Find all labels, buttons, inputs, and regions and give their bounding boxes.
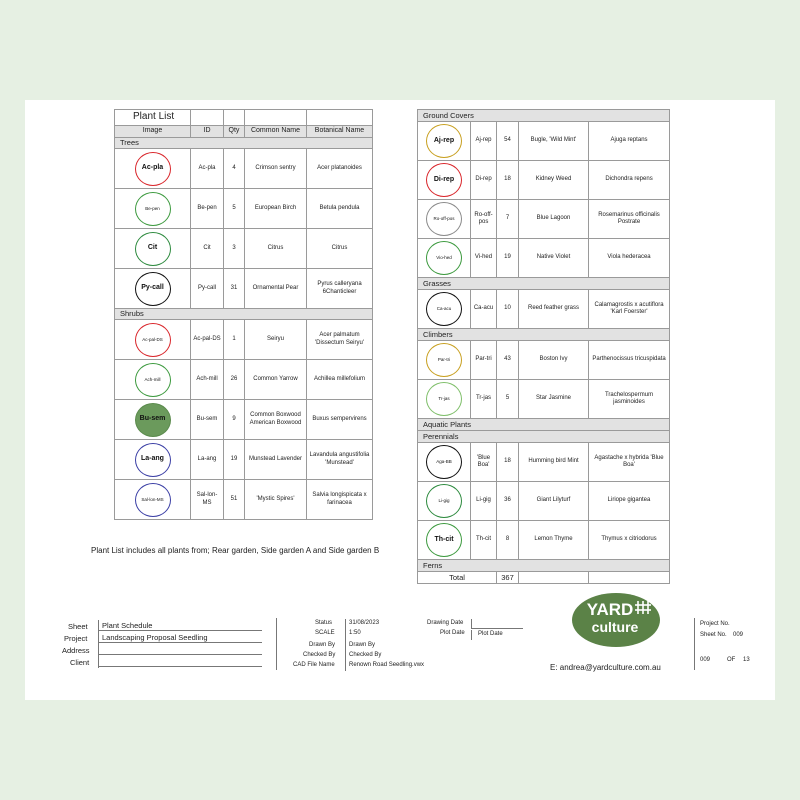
plant-common-name: Humming bird Mint bbox=[519, 443, 589, 482]
plant-list-note: Plant List includes all plants from; Rear garden, Side garden A and Side garden B bbox=[91, 546, 380, 555]
table-row bbox=[115, 149, 373, 189]
col-header-botanical-name: Botanical Name bbox=[307, 126, 373, 138]
plant-symbol-icon: Aga-BB bbox=[426, 445, 462, 479]
plant-symbol-icon: Tr-jas bbox=[426, 382, 462, 416]
plant-botanical-name: Agastache x hybrida 'Blue Boa' bbox=[589, 443, 670, 482]
table-row bbox=[115, 480, 373, 520]
plant-qty: 8 bbox=[497, 521, 519, 560]
plant-common-name: Citrus bbox=[245, 229, 307, 269]
plant-id: Li-gig bbox=[471, 482, 497, 521]
plant-image-cell bbox=[418, 161, 471, 200]
table-row bbox=[115, 360, 373, 400]
plant-image-cell bbox=[115, 400, 191, 440]
plant-list-table bbox=[114, 109, 373, 520]
cad-file-value: Renown Road Seedling.vwx bbox=[349, 662, 425, 668]
plant-botanical-name: Acer palmatum 'Dissectum Seiryu' bbox=[307, 320, 373, 360]
total-row bbox=[418, 572, 670, 584]
scale-value: 1:50 bbox=[349, 630, 361, 636]
plant-image-cell bbox=[418, 239, 471, 278]
plant-common-name: Munstead Lavender bbox=[245, 440, 307, 480]
page-total: 13 bbox=[743, 657, 750, 663]
plant-botanical-name: Viola hederacea bbox=[589, 239, 670, 278]
yard-culture-logo bbox=[568, 590, 668, 652]
table-row bbox=[115, 320, 373, 360]
plant-id: Vi-hed bbox=[471, 239, 497, 278]
plant-common-name: Bugle, 'Wild Mint' bbox=[519, 122, 589, 161]
plant-symbol-icon: Vio-hed bbox=[426, 241, 462, 275]
plant-id: Aj-rep bbox=[471, 122, 497, 161]
plant-botanical-name: Calamagrostis x acutiflora 'Karl Foerster' bbox=[589, 290, 670, 329]
total-qty: 367 bbox=[497, 572, 519, 584]
logo-text-top: YARD bbox=[586, 600, 634, 619]
plant-symbol-icon: La-ang bbox=[135, 443, 171, 477]
project-no-label: Project No. bbox=[700, 621, 730, 627]
title-block-divider bbox=[471, 630, 472, 640]
table-row bbox=[418, 380, 670, 419]
plant-id: Th-cit bbox=[471, 521, 497, 560]
plant-symbol-icon: Be-pen bbox=[135, 192, 171, 226]
checked-by-value: Checked By bbox=[349, 652, 382, 658]
checked-by-label: Checked By bbox=[303, 652, 336, 658]
plant-image-cell bbox=[418, 482, 471, 521]
plant-list-table-continued bbox=[417, 109, 670, 584]
table-row bbox=[418, 200, 670, 239]
plant-symbol-icon: Ro-off-pos bbox=[426, 202, 462, 236]
plant-qty: 5 bbox=[224, 189, 245, 229]
plant-symbol-icon: Di-rep bbox=[426, 163, 462, 197]
client-label: Client bbox=[70, 658, 90, 667]
plant-botanical-name: Acer platanoides bbox=[307, 149, 373, 189]
plant-botanical-name: Buxus sempervirens bbox=[307, 400, 373, 440]
plant-symbol-icon: Ac-pal-DS bbox=[135, 323, 171, 357]
plant-common-name: 'Mystic Spires' bbox=[245, 480, 307, 520]
plant-id: La-ang bbox=[191, 440, 224, 480]
plant-symbol-icon: Sal-lon-MS bbox=[135, 483, 171, 517]
plant-id: Di-rep bbox=[471, 161, 497, 200]
plant-id: Ac-pal-DS bbox=[191, 320, 224, 360]
plant-botanical-name: Liriope gigantea bbox=[589, 482, 670, 521]
plant-image-cell bbox=[418, 341, 471, 380]
col-header-id: ID bbox=[191, 126, 224, 138]
plant-image-cell bbox=[115, 480, 191, 520]
table-row bbox=[418, 521, 670, 560]
plant-qty: 19 bbox=[224, 440, 245, 480]
table-row bbox=[418, 443, 670, 482]
plant-common-name: Star Jasmine bbox=[519, 380, 589, 419]
plant-symbol-icon: Py-call bbox=[135, 272, 171, 306]
plant-id: Ca-acu bbox=[471, 290, 497, 329]
plant-image-cell bbox=[418, 200, 471, 239]
table-row bbox=[418, 482, 670, 521]
table-row bbox=[418, 122, 670, 161]
plant-image-cell bbox=[115, 149, 191, 189]
plant-image-cell bbox=[418, 380, 471, 419]
plant-qty: 51 bbox=[224, 480, 245, 520]
plant-qty: 3 bbox=[224, 229, 245, 269]
table-row bbox=[115, 189, 373, 229]
sheet-value: Plant Schedule bbox=[98, 621, 262, 631]
plant-symbol-icon: Th-cit bbox=[426, 523, 462, 557]
plant-botanical-name: Thymus x citriodorus bbox=[589, 521, 670, 560]
page-of: OF bbox=[727, 657, 736, 663]
plant-botanical-name: Betula pendula bbox=[307, 189, 373, 229]
section-row bbox=[418, 329, 670, 341]
total-label: Total bbox=[418, 572, 497, 584]
section-row bbox=[418, 419, 670, 431]
title-block-divider bbox=[345, 619, 346, 671]
plant-common-name: Giant Lilyturf bbox=[519, 482, 589, 521]
plant-common-name: Common Yarrow bbox=[245, 360, 307, 400]
plant-common-name: Common Boxwood American Boxwood bbox=[245, 400, 307, 440]
plant-qty: 54 bbox=[497, 122, 519, 161]
plant-id: Sal-lon-MS bbox=[191, 480, 224, 520]
page-current: 009 bbox=[700, 657, 711, 663]
plant-id: Cit bbox=[191, 229, 224, 269]
plot-date-label: Plot Date bbox=[440, 630, 465, 636]
plant-id: Ach-mill bbox=[191, 360, 224, 400]
table-row bbox=[418, 239, 670, 278]
col-header-qty: Qty bbox=[224, 126, 245, 138]
plant-symbol-icon: Aj-rep bbox=[426, 124, 462, 158]
plant-common-name: Reed feather grass bbox=[519, 290, 589, 329]
plant-symbol-icon: Ach-mill bbox=[135, 363, 171, 397]
section-row bbox=[418, 431, 670, 443]
table-row bbox=[115, 400, 373, 440]
project-label: Project bbox=[64, 634, 88, 643]
sheet-label: Sheet bbox=[68, 622, 88, 631]
plant-qty: 5 bbox=[497, 380, 519, 419]
plant-symbol-icon: Ca-acu bbox=[426, 292, 462, 326]
scale-label: SCALE bbox=[315, 630, 335, 636]
section-title: Perennials bbox=[418, 431, 670, 443]
plant-image-cell bbox=[115, 229, 191, 269]
table-row bbox=[115, 229, 373, 269]
plant-id: Par-tri bbox=[471, 341, 497, 380]
plant-id: Tr-jas bbox=[471, 380, 497, 419]
plant-qty: 10 bbox=[497, 290, 519, 329]
plant-botanical-name: Ajuga reptans bbox=[589, 122, 670, 161]
plant-botanical-name: Citrus bbox=[307, 229, 373, 269]
plant-qty: 36 bbox=[497, 482, 519, 521]
plant-botanical-name: Achillea millefolium bbox=[307, 360, 373, 400]
plant-image-cell bbox=[418, 521, 471, 560]
section-row bbox=[418, 110, 670, 122]
status-value: 31/08/2023 bbox=[349, 620, 380, 626]
plant-symbol-icon: Ac-pla bbox=[135, 152, 171, 186]
logo-text-bottom: culture bbox=[591, 619, 639, 635]
fence-icon bbox=[635, 601, 651, 614]
sheet-no-value: 009 bbox=[733, 632, 744, 638]
sheet-no-label: Sheet No. bbox=[700, 632, 727, 638]
plant-symbol-icon: Bu-sem bbox=[135, 403, 171, 437]
plant-id: 'Blue Boa' bbox=[471, 443, 497, 482]
plant-image-cell bbox=[115, 269, 191, 309]
drawing-date-label: Drawing Date bbox=[427, 620, 464, 626]
plot-date-value: Plot Date bbox=[478, 631, 503, 637]
plant-id: Ro-off-pos bbox=[471, 200, 497, 239]
plant-qty: 18 bbox=[497, 161, 519, 200]
table-row bbox=[418, 290, 670, 329]
section-title: Climbers bbox=[418, 329, 670, 341]
title-block-divider bbox=[276, 618, 277, 670]
status-label: Status bbox=[315, 620, 333, 626]
plant-qty: 18 bbox=[497, 443, 519, 482]
plant-common-name: Crimson sentry bbox=[245, 149, 307, 189]
cad-file-label: CAD File Name bbox=[293, 662, 335, 668]
drawn-by-label: Drawn By bbox=[309, 642, 336, 648]
plant-qty: 19 bbox=[497, 239, 519, 278]
plant-image-cell bbox=[418, 443, 471, 482]
section-title: Trees bbox=[115, 138, 373, 149]
client-value bbox=[98, 657, 262, 667]
section-title: Aquatic Plants bbox=[418, 419, 670, 431]
plant-symbol-icon: Par-tri bbox=[426, 343, 462, 377]
plant-botanical-name: Pyrus calleryana 6Chanticleer bbox=[307, 269, 373, 309]
plant-qty: 1 bbox=[224, 320, 245, 360]
plant-qty: 26 bbox=[224, 360, 245, 400]
plant-qty: 43 bbox=[497, 341, 519, 380]
address-value bbox=[98, 645, 262, 655]
plant-common-name: Kidney Weed bbox=[519, 161, 589, 200]
plant-botanical-name: Salvia longispicata x farinacea bbox=[307, 480, 373, 520]
plant-botanical-name: Rosemarinus officinalis Postrate bbox=[589, 200, 670, 239]
drawing-sheet bbox=[25, 100, 775, 700]
plant-symbol-icon: Li-gig bbox=[426, 484, 462, 518]
contact-email[interactable]: E: andrea@yardculture.com.au bbox=[550, 663, 661, 672]
plant-botanical-name: Parthenocissus tricuspidata bbox=[589, 341, 670, 380]
plant-id: Py-call bbox=[191, 269, 224, 309]
plant-common-name: Ornamental Pear bbox=[245, 269, 307, 309]
plant-image-cell bbox=[115, 320, 191, 360]
section-row bbox=[418, 560, 670, 572]
col-header-image: Image bbox=[115, 126, 191, 138]
plant-image-cell bbox=[418, 122, 471, 161]
title-block-rule bbox=[471, 628, 523, 629]
plant-qty: 4 bbox=[224, 149, 245, 189]
plant-id: Bu-sem bbox=[191, 400, 224, 440]
plant-id: Be-pen bbox=[191, 189, 224, 229]
section-title: Ferns bbox=[418, 560, 670, 572]
plant-id: Ac-pla bbox=[191, 149, 224, 189]
plant-common-name: European Birch bbox=[245, 189, 307, 229]
col-header-common-name: Common Name bbox=[245, 126, 307, 138]
section-row bbox=[418, 278, 670, 290]
plant-list-title: Plant List bbox=[115, 110, 191, 126]
plant-botanical-name: Trachelospermum jasminoides bbox=[589, 380, 670, 419]
table-row bbox=[115, 440, 373, 480]
table-row bbox=[418, 161, 670, 200]
plant-botanical-name: Dichondra repens bbox=[589, 161, 670, 200]
project-value: Landscaping Proposal Seedling bbox=[98, 633, 262, 643]
plant-botanical-name: Lavandula angustifolia 'Munstead' bbox=[307, 440, 373, 480]
plant-symbol-icon: Cit bbox=[135, 232, 171, 266]
address-label: Address bbox=[62, 646, 90, 655]
plant-common-name: Lemon Thyme bbox=[519, 521, 589, 560]
section-title: Shrubs bbox=[115, 309, 373, 320]
plant-image-cell bbox=[115, 440, 191, 480]
section-title: Grasses bbox=[418, 278, 670, 290]
section-title: Ground Covers bbox=[418, 110, 670, 122]
plant-common-name: Boston Ivy bbox=[519, 341, 589, 380]
plant-qty: 7 bbox=[497, 200, 519, 239]
plant-common-name: Native Violet bbox=[519, 239, 589, 278]
plant-qty: 9 bbox=[224, 400, 245, 440]
plant-image-cell bbox=[418, 290, 471, 329]
title-block-divider bbox=[98, 620, 99, 668]
section-row bbox=[115, 309, 373, 320]
section-row bbox=[115, 138, 373, 149]
plant-image-cell bbox=[115, 360, 191, 400]
drawn-by-value: Drawn By bbox=[349, 642, 376, 648]
plant-image-cell bbox=[115, 189, 191, 229]
plant-common-name: Blue Lagoon bbox=[519, 200, 589, 239]
plant-common-name: Seiryu bbox=[245, 320, 307, 360]
table-row bbox=[115, 269, 373, 309]
table-row bbox=[418, 341, 670, 380]
plant-qty: 31 bbox=[224, 269, 245, 309]
title-block-divider bbox=[694, 618, 695, 670]
